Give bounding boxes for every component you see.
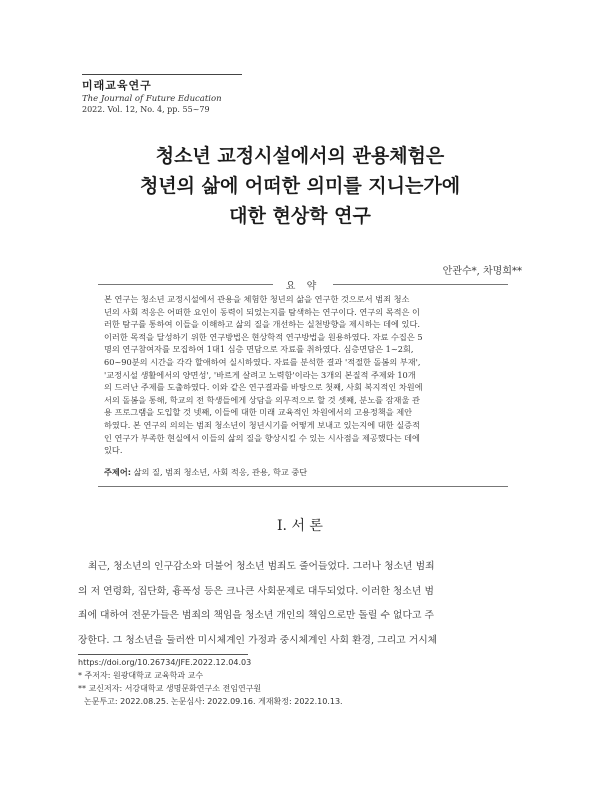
keywords-rule — [98, 486, 508, 487]
body-line: 장한다. 그 청소년을 둘러싼 미시체계인 가정과 중시체계인 사회 환경, 그리고 거시체 — [78, 634, 438, 646]
keywords-label: 주제어: — [104, 467, 132, 477]
abstract-line: 60~90분의 시간을 각각 할애하여 실시하였다. 자료를 분석한 결과 '적절한 돌봄의 부재', — [104, 356, 421, 367]
journal-volume-info: 2022. Vol. 12, No. 4, pp. 55~79 — [82, 105, 210, 114]
abstract-line: 하였다. 본 연구의 의의는 범죄 청소년이 청년시기를 어떻게 보내고 있는지에 대한 실증적 — [104, 419, 420, 430]
title-line: 청소년 교정시설에서의 관용체험은 — [155, 145, 445, 167]
abstract-line: 서의 돌봄을 통해, 학교의 전 학생들에게 상담을 의무적으로 할 것 셋째, 분노를 잠재울 관 — [104, 394, 420, 405]
paper-title — [60, 141, 540, 231]
body-line: 죄에 대하여 전문가들은 범죄의 책임을 청소년 개인의 책임으로만 돌릴 수 없다고 주 — [78, 610, 435, 621]
abstract-line: 용 프로그램을 도입할 것 넷째, 이들에 대한 미래 교육적인 차원에서의 고용정책을 제안 — [104, 407, 413, 418]
doi-link[interactable]: https://doi.org/10.26734/JFE.2022.12.04.03 — [78, 658, 252, 667]
title-line: 청년의 삶에 어떠한 의미를 지니는가에 — [139, 175, 461, 197]
abstract-line: 본 연구는 청소년 교정시설에서 관용을 체험한 청년의 삶을 연구한 것으로서 범죄 청소 — [104, 294, 410, 304]
abstract-header — [98, 277, 508, 291]
title-line: 대한 현상학 연구 — [229, 205, 371, 227]
footnote-author2: ** 교신저자: 서강대학교 생명문화연구소 전임연구원 — [78, 684, 262, 693]
abstract-body — [104, 293, 504, 457]
abstract-rule-right — [333, 284, 508, 285]
abstract-rule-left — [98, 284, 273, 285]
abstract-heading: 요 약 — [285, 281, 321, 292]
section-heading: Ⅰ. 서 론 — [277, 518, 323, 534]
footnote-author1: * 주저자: 원광대학교 교육학과 교수 — [78, 671, 204, 680]
abstract-line: 러한 탐구를 통하여 이들을 이해하고 삶의 질을 개선하는 실천방향을 제시하는 데에 있다. — [104, 319, 420, 330]
body-line: 의 저 연령화, 집단화, 흉폭성 등은 크나큰 사회문제로 대두되었다. 이러한 청소년 범 — [78, 585, 434, 597]
body-line: 최근, 청소년의 인구감소와 더불어 청소년 범죄도 줄어들었다. 그러나 청소년 범죄 — [88, 561, 435, 572]
abstract-line: 년의 사회 적응은 어떠한 요인이 동력이 되었는지를 탐색하는 연구이다. 연구의 목적은 이 — [104, 306, 420, 317]
abstract-line: '교정시설 생활에서의 양면성', '바르게 살려고 노력함'이라는 3개의 본질적 주제와 10개 — [104, 369, 416, 380]
body-text — [78, 555, 522, 653]
footnote-rule — [78, 654, 248, 655]
abstract-line: 의 드러난 주제를 도출하였다. 이와 같은 연구결과를 바탕으로 첫째, 사회 복지적인 차원에 — [104, 382, 423, 393]
abstract-line: 있다. — [104, 445, 123, 456]
keywords-text: 삶의 질, 범죄 청소년, 사회 적응, 관용, 학교 중단 — [133, 467, 308, 477]
journal-name: 미래교육연구 — [82, 79, 152, 92]
journal-header-rule — [82, 74, 242, 75]
abstract-line: 이러한 목적을 달성하기 위한 연구방법은 현상학적 연구방법을 원용하였다. 자료 수집은 5 — [104, 331, 423, 342]
journal-english-name: The Journal of Future Education — [82, 94, 222, 104]
author-list: 안관수*, 차명희** — [442, 266, 522, 277]
abstract-line: 인 연구가 부족한 현실에서 이들의 삶의 질을 향상시킬 수 있는 시사점을 제공했다는 데에 — [104, 432, 420, 443]
abstract-line: 명의 연구참여자를 모집하여 1대1 심층 면담으로 자료를 취하였다. 심층면담은 1~2회, — [104, 344, 414, 355]
keywords — [104, 467, 508, 478]
footnote-dates: 논문투고: 2022.08.25. 논문심사: 2022.09.16. 게재확정: 2022.10.13. — [84, 697, 343, 706]
footnotes — [78, 656, 522, 708]
